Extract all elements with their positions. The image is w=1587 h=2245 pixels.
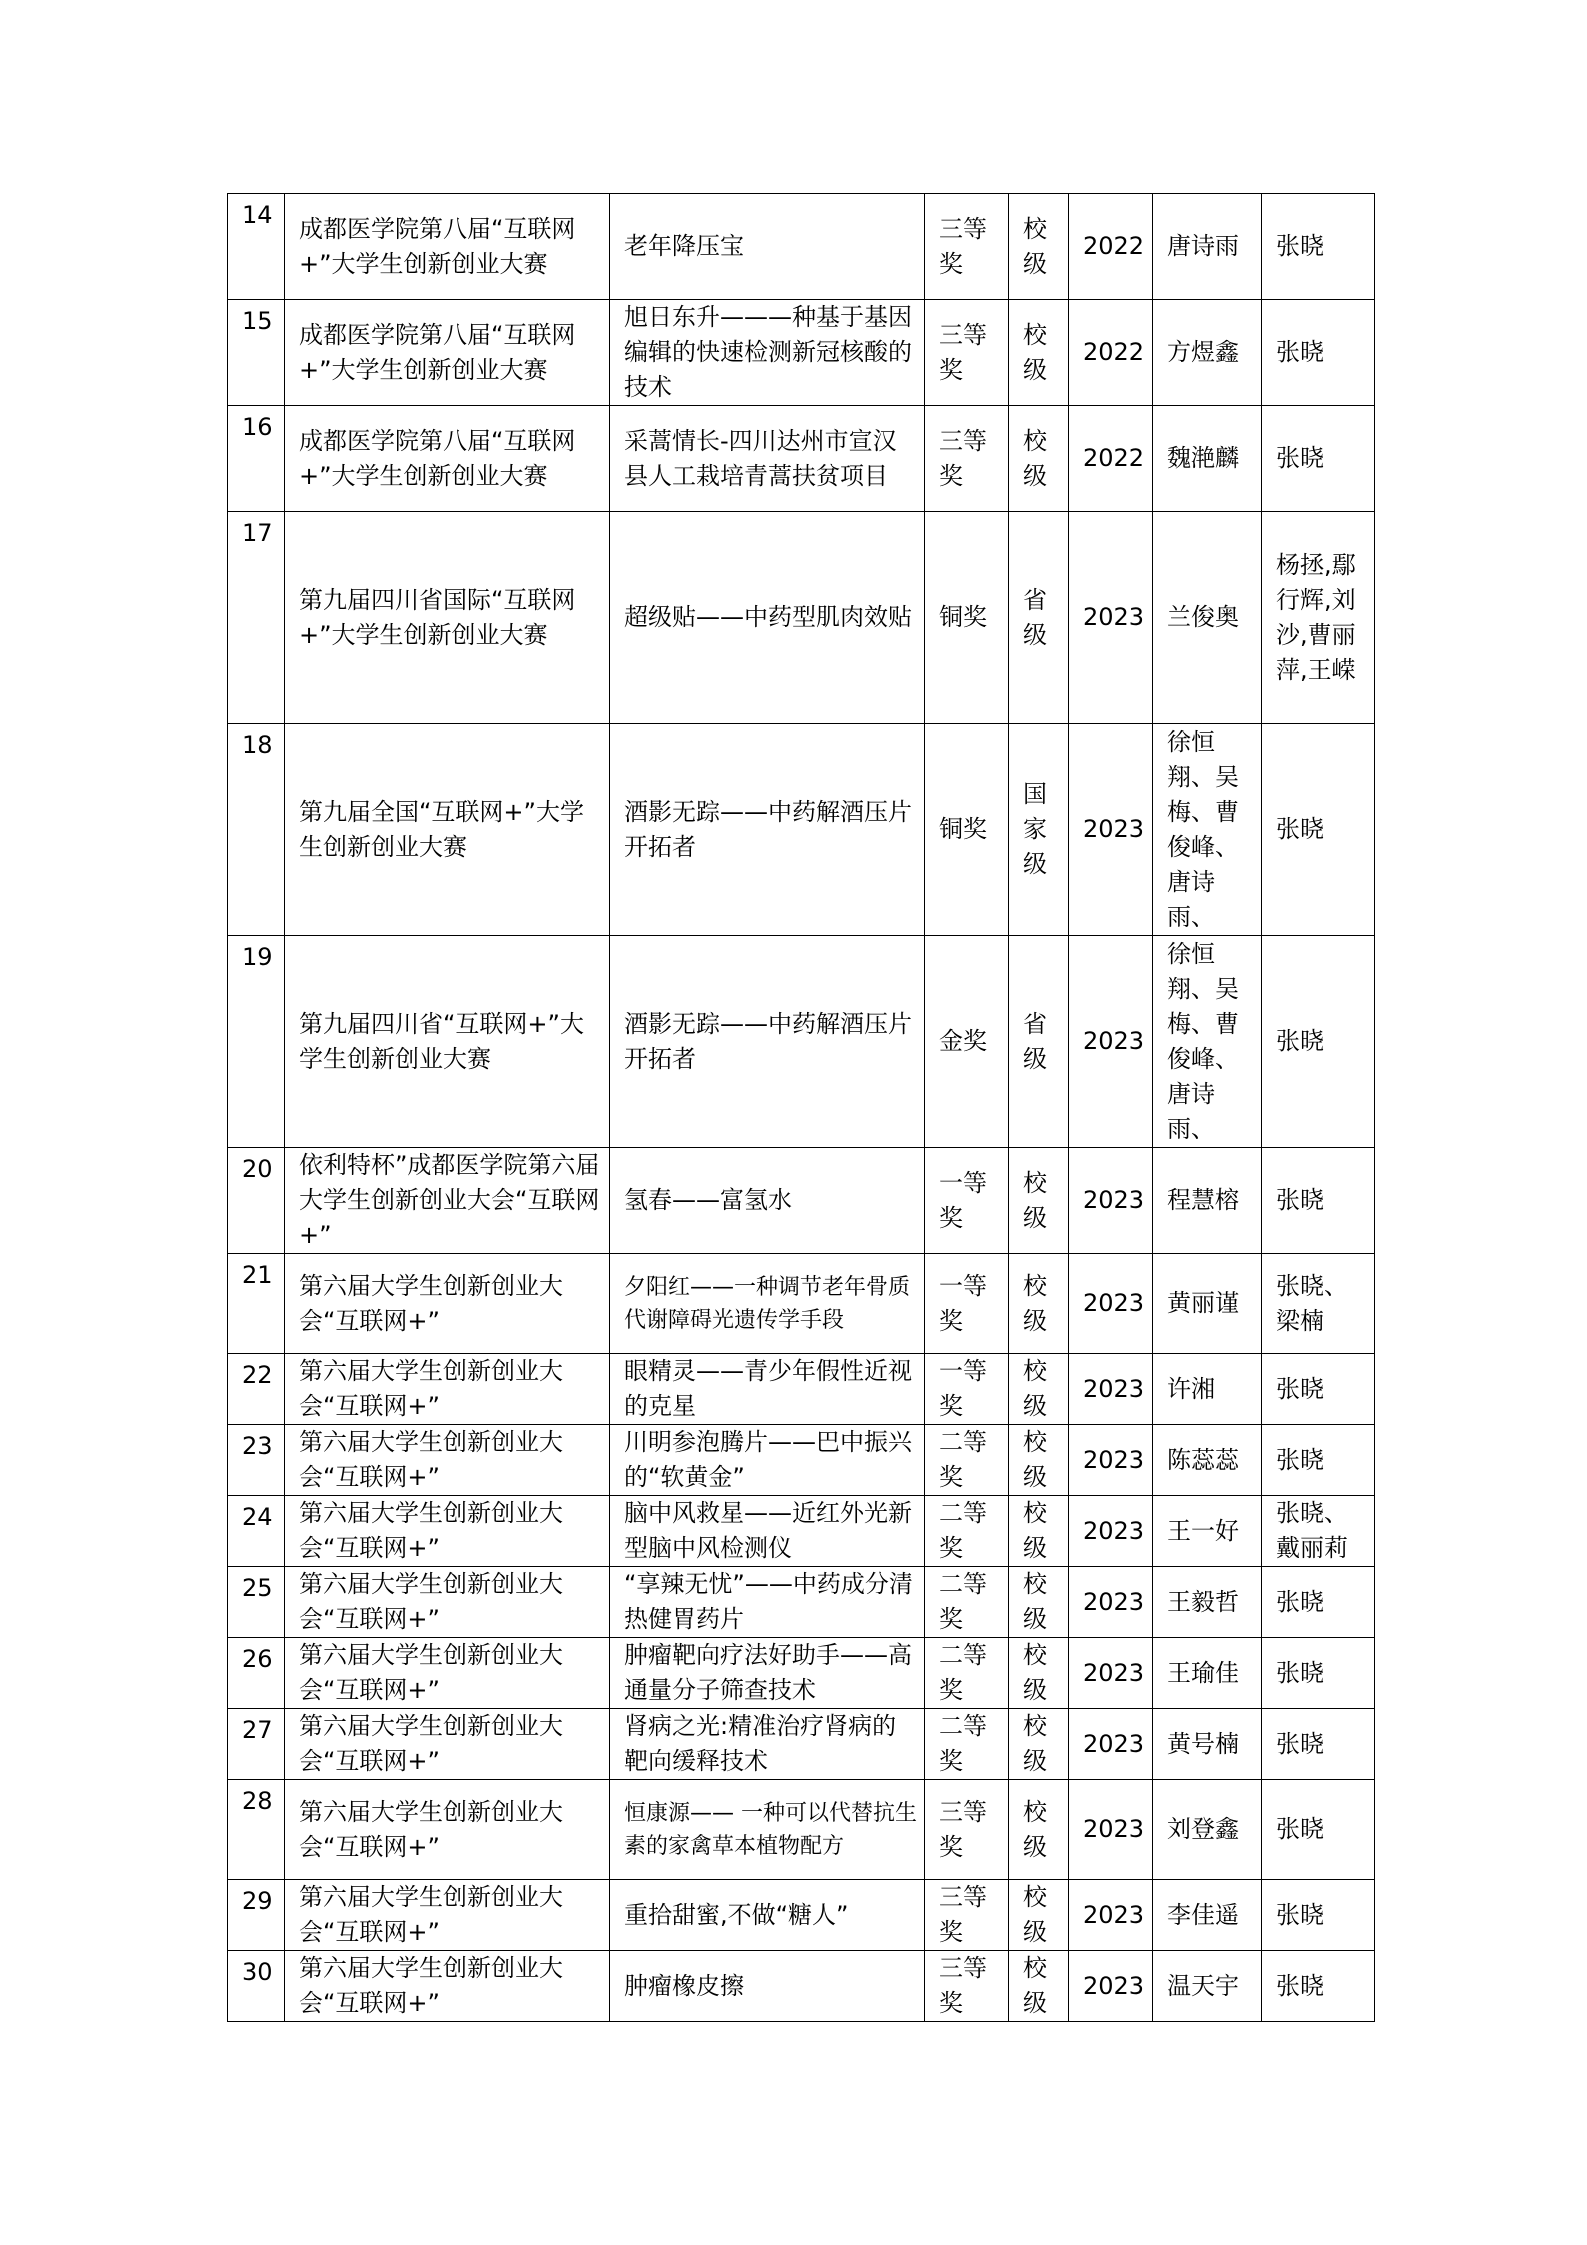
award-year: 2022: [1069, 300, 1153, 406]
project-name: 氢春——富氢水: [610, 1148, 925, 1254]
table-row: [228, 1567, 1375, 1638]
competition-name: 第九届四川省“互联网+”大学生创新创业大赛: [285, 936, 610, 1148]
row-number: 29: [228, 1880, 285, 1951]
award-level: 三等奖: [925, 1780, 1009, 1880]
student-name: 方煜鑫: [1153, 300, 1262, 406]
project-name: 酒影无踪——中药解酒压片开拓者: [610, 936, 925, 1148]
competition-name: 第六届大学生创新创业大会“互联网+”: [285, 1780, 610, 1880]
advisor-name: 张晓: [1262, 724, 1375, 936]
award-level: 三等奖: [925, 300, 1009, 406]
row-number: 19: [228, 936, 285, 1148]
competition-name: 第九届全国“互联网+”大学生创新创业大赛: [285, 724, 610, 936]
competition-name: 第六届大学生创新创业大会“互联网+”: [285, 1567, 610, 1638]
table-body: [228, 194, 1375, 2022]
table-row: [228, 194, 1375, 300]
student-name: 徐恒翔、吴梅、曹俊峰、唐诗雨、: [1153, 936, 1262, 1148]
project-name: 肿瘤靶向疗法好助手——高通量分子筛查技术: [610, 1638, 925, 1709]
award-scope: 国家级: [1009, 724, 1069, 936]
competition-name: 第六届大学生创新创业大会“互联网+”: [285, 1951, 610, 2022]
row-number: 27: [228, 1709, 285, 1780]
competition-name: 第九届四川省国际“互联网+”大学生创新创业大赛: [285, 512, 610, 724]
award-scope: 校级: [1009, 1780, 1069, 1880]
advisor-name: 张晓: [1262, 1951, 1375, 2022]
award-year: 2023: [1069, 1254, 1153, 1354]
award-year: 2023: [1069, 936, 1153, 1148]
award-level: 三等奖: [925, 1951, 1009, 2022]
student-name: 温天宇: [1153, 1951, 1262, 2022]
award-scope: 校级: [1009, 1951, 1069, 2022]
award-level: 一等奖: [925, 1354, 1009, 1425]
table-row: [228, 406, 1375, 512]
award-year: 2023: [1069, 1780, 1153, 1880]
project-name: 肾病之光:精准治疗肾病的靶向缓释技术: [610, 1709, 925, 1780]
competition-name: 第六届大学生创新创业大会“互联网+”: [285, 1354, 610, 1425]
table-row: [228, 1425, 1375, 1496]
award-scope: 校级: [1009, 1880, 1069, 1951]
competition-name: 第六届大学生创新创业大会“互联网+”: [285, 1638, 610, 1709]
award-level: 铜奖: [925, 512, 1009, 724]
award-level: 一等奖: [925, 1148, 1009, 1254]
student-name: 徐恒翔、吴梅、曹俊峰、唐诗雨、: [1153, 724, 1262, 936]
table-row: [228, 1880, 1375, 1951]
project-name: 酒影无踪——中药解酒压片开拓者: [610, 724, 925, 936]
student-name: 李佳遥: [1153, 1880, 1262, 1951]
row-number: 26: [228, 1638, 285, 1709]
advisor-name: 张晓: [1262, 1780, 1375, 1880]
project-name: 旭日东升———种基于基因编辑的快速检测新冠核酸的技术: [610, 300, 925, 406]
student-name: 兰俊奥: [1153, 512, 1262, 724]
awards-table: [227, 193, 1375, 2022]
row-number: 28: [228, 1780, 285, 1880]
student-name: 黄丽谨: [1153, 1254, 1262, 1354]
student-name: 王一好: [1153, 1496, 1262, 1567]
student-name: 许湘: [1153, 1354, 1262, 1425]
advisor-name: 张晓: [1262, 406, 1375, 512]
advisor-name: 杨拯,鄢行辉,刘沙,曹丽萍,王嵘: [1262, 512, 1375, 724]
award-scope: 校级: [1009, 1148, 1069, 1254]
table-row: [228, 1148, 1375, 1254]
competition-name: 第六届大学生创新创业大会“互联网+”: [285, 1709, 610, 1780]
table-row: [228, 1709, 1375, 1780]
student-name: 王毅哲: [1153, 1567, 1262, 1638]
award-level: 金奖: [925, 936, 1009, 1148]
advisor-name: 张晓: [1262, 194, 1375, 300]
project-name: 恒康源—— 一种可以代替抗生素的家禽草本植物配方: [610, 1780, 925, 1880]
project-name: 重拾甜蜜,不做“糖人”: [610, 1880, 925, 1951]
advisor-name: 张晓: [1262, 936, 1375, 1148]
advisor-name: 张晓、戴丽莉: [1262, 1496, 1375, 1567]
table-row: [228, 1354, 1375, 1425]
row-number: 14: [228, 194, 285, 300]
student-name: 黄号楠: [1153, 1709, 1262, 1780]
project-name: 夕阳红——一种调节老年骨质代谢障碍光遗传学手段: [610, 1254, 925, 1354]
advisor-name: 张晓: [1262, 1148, 1375, 1254]
award-scope: 省级: [1009, 512, 1069, 724]
award-year: 2023: [1069, 1354, 1153, 1425]
student-name: 魏滟麟: [1153, 406, 1262, 512]
award-year: 2022: [1069, 194, 1153, 300]
row-number: 20: [228, 1148, 285, 1254]
competition-name: 成都医学院第八届“互联网+”大学生创新创业大赛: [285, 300, 610, 406]
table-row: [228, 1951, 1375, 2022]
award-level: 二等奖: [925, 1567, 1009, 1638]
award-level: 二等奖: [925, 1496, 1009, 1567]
award-year: 2023: [1069, 1425, 1153, 1496]
award-scope: 校级: [1009, 1567, 1069, 1638]
row-number: 23: [228, 1425, 285, 1496]
competition-name: 依利特杯”成都医学院第六届大学生创新创业大会“互联网+”: [285, 1148, 610, 1254]
row-number: 24: [228, 1496, 285, 1567]
award-year: 2023: [1069, 1638, 1153, 1709]
table-row: [228, 1638, 1375, 1709]
award-year: 2023: [1069, 1148, 1153, 1254]
row-number: 21: [228, 1254, 285, 1354]
competition-name: 成都医学院第八届“互联网+”大学生创新创业大赛: [285, 406, 610, 512]
advisor-name: 张晓: [1262, 1880, 1375, 1951]
student-name: 程慧榕: [1153, 1148, 1262, 1254]
table-row: [228, 936, 1375, 1148]
competition-name: 第六届大学生创新创业大会“互联网+”: [285, 1254, 610, 1354]
row-number: 25: [228, 1567, 285, 1638]
project-name: 川明参泡腾片——巴中振兴的“软黄金”: [610, 1425, 925, 1496]
advisor-name: 张晓: [1262, 1638, 1375, 1709]
project-name: “享辣无忧”——中药成分清热健胃药片: [610, 1567, 925, 1638]
student-name: 陈蕊蕊: [1153, 1425, 1262, 1496]
project-name: 肿瘤橡皮擦: [610, 1951, 925, 2022]
award-level: 三等奖: [925, 194, 1009, 300]
student-name: 王瑜佳: [1153, 1638, 1262, 1709]
advisor-name: 张晓: [1262, 1354, 1375, 1425]
row-number: 18: [228, 724, 285, 936]
competition-name: 成都医学院第八届“互联网+”大学生创新创业大赛: [285, 194, 610, 300]
award-level: 二等奖: [925, 1709, 1009, 1780]
advisor-name: 张晓: [1262, 1425, 1375, 1496]
advisor-name: 张晓: [1262, 1709, 1375, 1780]
award-scope: 校级: [1009, 1709, 1069, 1780]
table-row: [228, 300, 1375, 406]
award-year: 2023: [1069, 512, 1153, 724]
advisor-name: 张晓: [1262, 1567, 1375, 1638]
competition-name: 第六届大学生创新创业大会“互联网+”: [285, 1496, 610, 1567]
award-level: 铜奖: [925, 724, 1009, 936]
project-name: 脑中风救星——近红外光新型脑中风检测仪: [610, 1496, 925, 1567]
table-row: [228, 512, 1375, 724]
row-number: 30: [228, 1951, 285, 2022]
award-scope: 校级: [1009, 1425, 1069, 1496]
row-number: 16: [228, 406, 285, 512]
project-name: 超级贴——中药型肌肉效贴: [610, 512, 925, 724]
award-year: 2022: [1069, 406, 1153, 512]
award-year: 2023: [1069, 1567, 1153, 1638]
advisor-name: 张晓、梁楠: [1262, 1254, 1375, 1354]
row-number: 22: [228, 1354, 285, 1425]
award-scope: 校级: [1009, 1638, 1069, 1709]
table-row: [228, 1254, 1375, 1354]
student-name: 刘登鑫: [1153, 1780, 1262, 1880]
award-year: 2023: [1069, 1496, 1153, 1567]
award-scope: 校级: [1009, 1254, 1069, 1354]
award-scope: 校级: [1009, 300, 1069, 406]
award-level: 二等奖: [925, 1425, 1009, 1496]
row-number: 15: [228, 300, 285, 406]
row-number: 17: [228, 512, 285, 724]
award-year: 2023: [1069, 724, 1153, 936]
student-name: 唐诗雨: [1153, 194, 1262, 300]
award-year: 2023: [1069, 1880, 1153, 1951]
award-scope: 校级: [1009, 1354, 1069, 1425]
award-year: 2023: [1069, 1951, 1153, 2022]
competition-name: 第六届大学生创新创业大会“互联网+”: [285, 1425, 610, 1496]
table-row: [228, 1496, 1375, 1567]
award-level: 三等奖: [925, 1880, 1009, 1951]
award-level: 一等奖: [925, 1254, 1009, 1354]
project-name: 老年降压宝: [610, 194, 925, 300]
award-scope: 省级: [1009, 936, 1069, 1148]
table-row: [228, 724, 1375, 936]
table-row: [228, 1780, 1375, 1880]
award-year: 2023: [1069, 1709, 1153, 1780]
advisor-name: 张晓: [1262, 300, 1375, 406]
award-scope: 校级: [1009, 406, 1069, 512]
award-level: 二等奖: [925, 1638, 1009, 1709]
award-scope: 校级: [1009, 1496, 1069, 1567]
project-name: 眼精灵——青少年假性近视的克星: [610, 1354, 925, 1425]
project-name: 采蒿情长-四川达州市宣汉县人工栽培青蒿扶贫项目: [610, 406, 925, 512]
award-level: 三等奖: [925, 406, 1009, 512]
award-scope: 校级: [1009, 194, 1069, 300]
competition-name: 第六届大学生创新创业大会“互联网+”: [285, 1880, 610, 1951]
